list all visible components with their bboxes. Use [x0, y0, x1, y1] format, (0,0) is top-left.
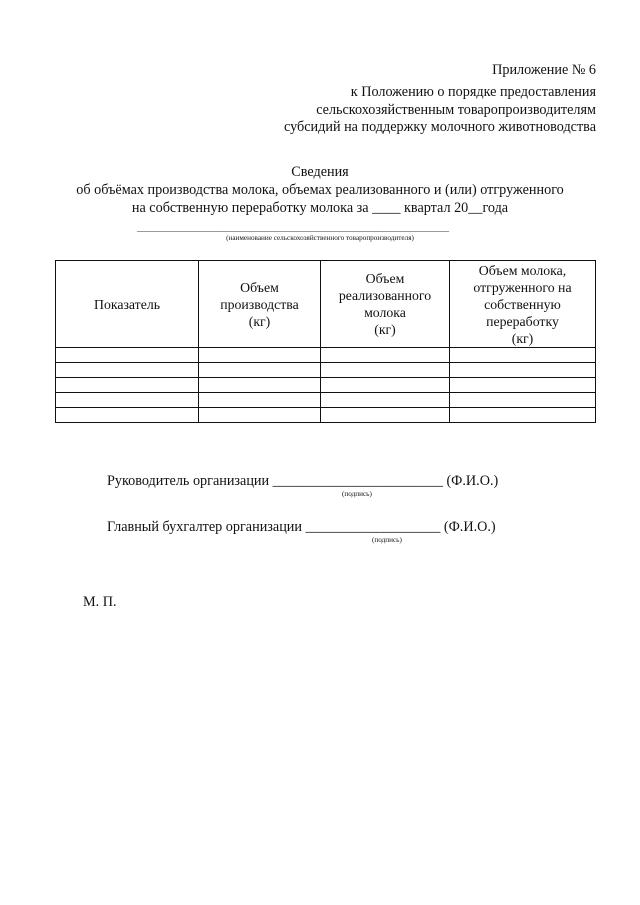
- stamp-place-label: М. П.: [83, 594, 117, 610]
- table-cell: [199, 378, 321, 393]
- table-row: [56, 348, 596, 363]
- table-cell: [56, 393, 199, 408]
- table-cell: [450, 408, 596, 423]
- column-header-indicator: [56, 261, 199, 348]
- table-row: [56, 363, 596, 378]
- accountant-signature-caption: (подпись): [372, 536, 402, 544]
- appendix-reference-line-2: сельскохозяйственным товаропроизводителям: [316, 102, 596, 118]
- table-cell: [321, 393, 450, 408]
- table-cell: [199, 408, 321, 423]
- accountant-fio-label: (Ф.И.О.): [443, 519, 496, 535]
- header-text: (кг): [248, 313, 271, 329]
- table-header-row: [56, 261, 596, 348]
- organization-name-caption: (наименование сельскохозяйственного товаропроизводителя): [226, 234, 414, 242]
- header-text: переработку: [486, 313, 559, 329]
- head-signature-caption: (подпись): [342, 490, 372, 498]
- table-row: [56, 378, 596, 393]
- table-cell: [321, 408, 450, 423]
- header-text: реализованного: [338, 288, 432, 303]
- table-cell: [450, 363, 596, 378]
- header-text: Показатель: [93, 296, 161, 312]
- table-cell: [199, 393, 321, 408]
- header-text: отгруженного на: [473, 279, 572, 295]
- table-cell: [450, 348, 596, 363]
- appendix-number: Приложение № 6: [492, 62, 596, 78]
- milk-volume-table: [55, 260, 596, 423]
- header-text: Объем молока,: [478, 262, 567, 278]
- table-row: [56, 408, 596, 423]
- header-text: Объем: [240, 279, 279, 295]
- accountant-label: Главный бухгалтер организации: [107, 519, 302, 535]
- organization-name-blank: ______________________________________________________________________________: [137, 223, 449, 233]
- head-signature-line: [107, 472, 498, 490]
- head-signature-blank: ________________________: [272, 473, 443, 489]
- accountant-signature-line: [107, 518, 496, 536]
- document-title: Сведения: [291, 164, 349, 180]
- table-cell: [321, 348, 450, 363]
- header-text: (кг): [511, 330, 534, 346]
- table-cell: [56, 363, 199, 378]
- column-header-shipped-processing-volume: [450, 261, 596, 348]
- table-cell: [199, 348, 321, 363]
- head-label: Руководитель организации: [107, 473, 270, 489]
- table-cell: [450, 393, 596, 408]
- document-subtitle-line-2: на собственную переработку молока за ____ квартал 20__года: [131, 200, 509, 216]
- table-cell: [56, 348, 199, 363]
- column-header-production-volume: [199, 261, 321, 348]
- table-cell: [56, 408, 199, 423]
- header-text: собственную: [484, 296, 561, 312]
- header-text: молока: [364, 305, 406, 320]
- document-subtitle-line-1: об объёмах производства молока, объемах реализованного и (или) отгруженного: [76, 182, 564, 198]
- table-cell: [199, 363, 321, 378]
- accountant-signature-blank: ___________________: [305, 519, 441, 535]
- appendix-reference-line-3: субсидий на поддержку молочного животноводства: [284, 119, 596, 135]
- header-text: производства: [220, 296, 299, 312]
- column-header-sold-volume: [321, 261, 450, 348]
- table-cell: [450, 378, 596, 393]
- table-row: [56, 393, 596, 408]
- head-fio-label: (Ф.И.О.): [446, 473, 499, 489]
- header-text: (кг): [374, 322, 396, 337]
- header-text: Объем: [365, 271, 405, 286]
- table-cell: [56, 378, 199, 393]
- appendix-reference-line-1: к Положению о порядке предоставления: [350, 84, 596, 100]
- table-cell: [321, 378, 450, 393]
- table-cell: [321, 363, 450, 378]
